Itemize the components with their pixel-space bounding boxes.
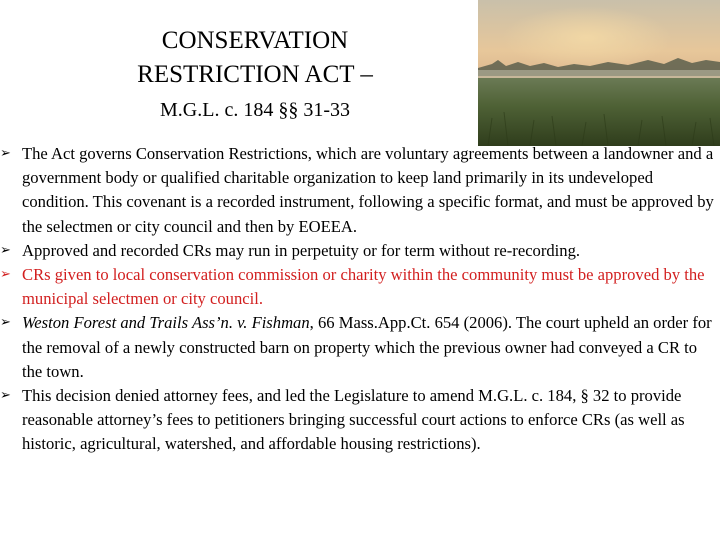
list-item: [0, 311, 716, 384]
bullet-text: CRs given to local conservation commission or charity within the community must be approved by the municipal selectmen or city council.: [22, 265, 705, 309]
case-name: Weston Forest and Trails Ass’n. v. Fishman: [22, 313, 310, 333]
bullet-list: [0, 142, 716, 457]
arrow-bullet-icon: ➢: [0, 388, 11, 404]
title-line-1: CONSERVATION: [161, 27, 349, 54]
arrow-bullet-icon: ➢: [0, 315, 11, 331]
list-item: [0, 239, 716, 263]
list-item: [0, 142, 716, 239]
arrow-bullet-icon: ➢: [0, 146, 11, 161]
meadow-sunset-image: [478, 0, 720, 146]
title-line-2: RESTRICTION ACT –: [137, 61, 373, 88]
bullet-text: , 66 Mass.App.Ct. 654 (2006). The court upheld an order for the removal of a newly constructed barn on property which the previous owner had conveyed a CR to the town.: [22, 313, 712, 381]
bullet-text: The Act governs Conservation Restrictions, which are voluntary agreements between a landowner and a government body or qualified charitable organization to keep land primarily in its undeveloped condition. This covenant is a recorded instrument, following a specific format, and must be approved by the selectmen or city council and then by EOEEA.: [22, 144, 714, 236]
list-item: [0, 384, 716, 457]
bullet-text: Approved and recorded CRs may run in perpetuity or for term without re-recording.: [22, 240, 581, 260]
slide-title: [100, 24, 410, 124]
arrow-bullet-icon: ➢: [0, 267, 11, 283]
title-citation: M.G.L. c. 184 §§ 31-33: [160, 99, 350, 121]
landscape-photo: [478, 0, 720, 146]
arrow-bullet-icon: ➢: [0, 242, 11, 258]
list-item: [0, 263, 716, 311]
bullet-text: This decision denied attorney fees, and led the Legislature to amend M.G.L. c. 184, § 32 to provide reasonable attorney’s fees to petitioners bringing successful court actions to enforce CRs (as well as historic, agricultural, watershed, and affordable housing restrictions).: [22, 386, 685, 454]
